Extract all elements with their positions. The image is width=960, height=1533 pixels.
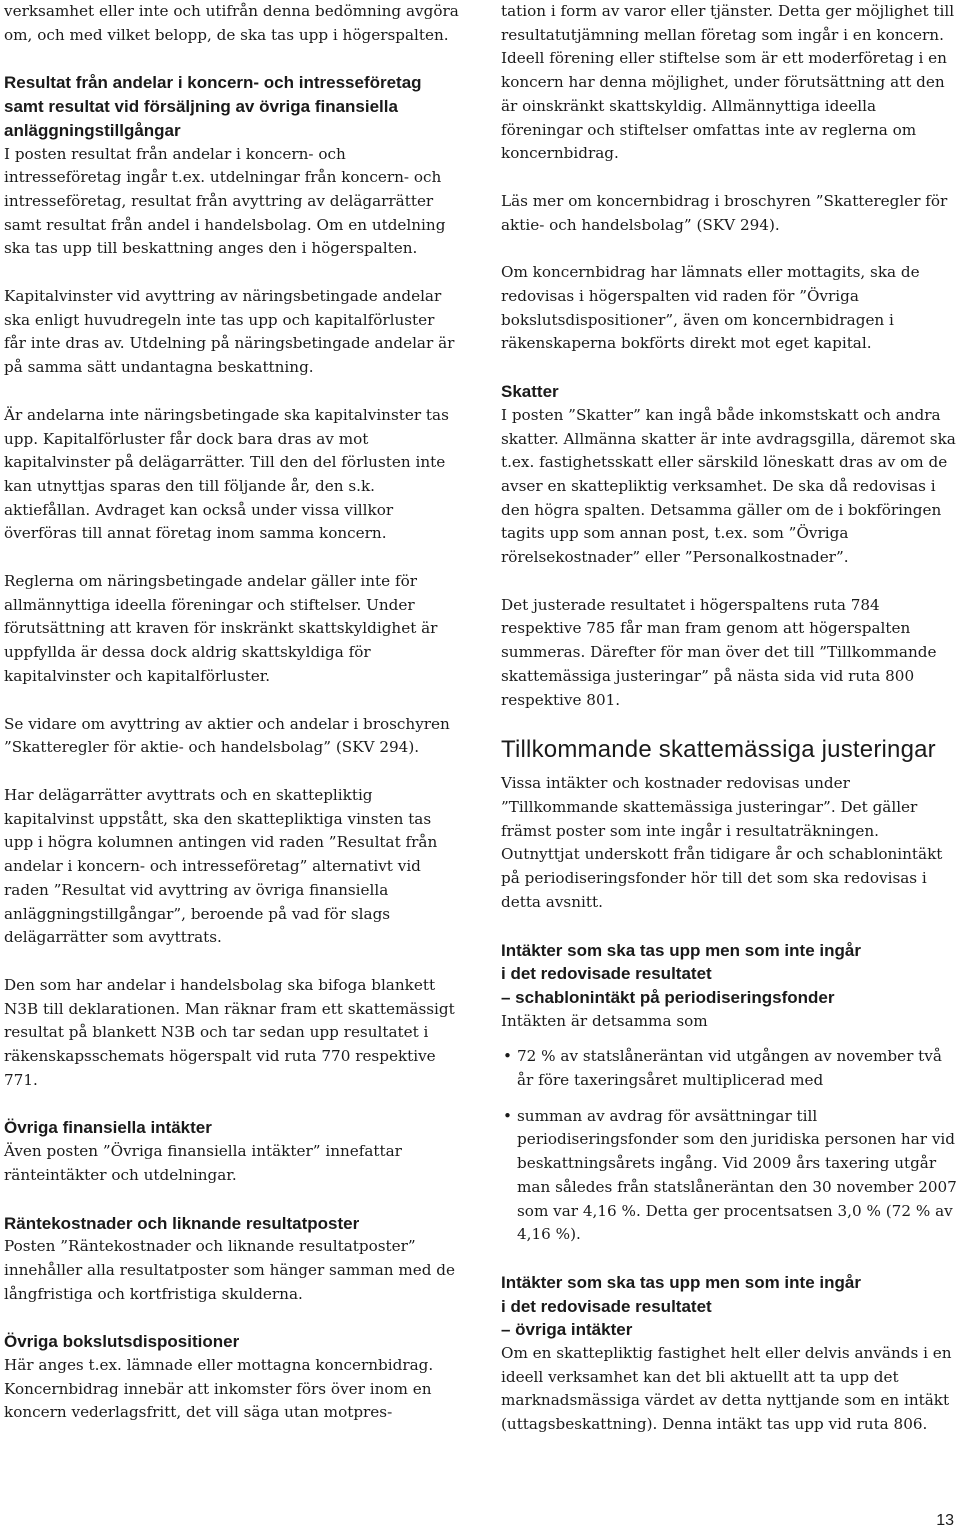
bullet-icon: • (503, 1047, 512, 1066)
paragraph-handelsbolag: Den som har andelar i handelsbolag ska bifoga blankett N3B till deklarationen. Man räknar fram ett skattemässigt resultat på blankett N3B och tar sedan upp resultatet i räkenskapsschemats högerspalt vid ruta 770 respektive 771. (4, 975, 455, 1089)
heading-schablonintakt-line3: – schablonintäkt på periodiseringsfonder (501, 987, 835, 1007)
paragraph-rantekostnader: Posten ”Räntekostnader och liknande resultatposter” innehåller alla resultatposter som hänger samman med de långfristiga och kortfristiga skulderna. (4, 1237, 456, 1303)
paragraph-reglerna: Reglerna om näringsbetingade andelar gäller inte för allmännyttiga ideella föreningar och stiftelser. Under förutsättning att kraven för inskränkt skattskyldighet är uppfyllda är dessa dock aldrig skattskyldiga för kapitalvinster och kapitalförluster. (4, 572, 438, 685)
heading-ovriga-finansiella: Övriga finansiella intäkter (4, 1118, 212, 1138)
heading-schablonintakt-line1: Intäkter som ska tas upp men som inte ingår (501, 940, 861, 960)
paragraph-las-mer: Läs mer om koncernbidrag i broschyren ”Skatteregler för aktie- och handelsbolag” (SKV 294). (501, 191, 948, 234)
paragraph-bokslutsdispositioner: Här anges t.ex. lämnade eller mottagna koncernbidrag. Koncernbidrag innebär att inkomster förs över inom en koncern vederlagsfritt, det vill säga utan motpres- (4, 1356, 434, 1422)
paragraph-tillkommande: Vissa intäkter och kostnader redovisas under ”Tillkommande skattemässiga justeringar”. Det gäller främst poster som inte ingår i resultaträkningen. Outnyttjat underskott från tidigare år och schablonintäkt på periodiseringsfonder hör till det som ska redovisas i detta avsnitt. (501, 774, 943, 911)
paragraph-ej-naringsbetingade: Är andelarna inte näringsbetingade ska kapitalvinster tas upp. Kapitalförluster får dock bara dras av mot kapitalvinster på delägarrätter. Till den del förlusten inte kan utnyttjas sparas den till följande år, den s.k. aktiefållan. Avdraget kan också under vissa villkor överföras till annat företag inom samma koncern. (4, 405, 449, 543)
paragraph-justerade-resultatet: Det justerade resultatet i högerspaltens ruta 784 respektive 785 får man fram genom att högerspalten summeras. Därefter för man över det till ”Tillkommande skattemässiga justeringar” på nästa sida vid ruta 800 respektive 801. (501, 595, 937, 709)
list-item-text: summan av avdrag för avsättningar till periodiseringsfonder som den juridiska personen har vid beskattningsårets ingång. Vid 2009 års taxering utgår man således från statslåneräntan den 30 november 2007 som var 4,16 %. Detta ger procentsatsen 3,0 % (72 % av 4,16 %). (517, 1106, 957, 1244)
paragraph-kapitalvinster: Kapitalvinster vid avyttring av näringsbetingade andelar ska enligt huvudregeln inte tas upp och kapitalförluster får inte dras av. Utdelning på näringsbetingade andelar är på samma sätt undantagna beskattning. (4, 287, 455, 377)
bullet-icon: • (503, 1106, 512, 1125)
heading-bokslutsdispositioner: Övriga bokslutsdispositioner (4, 1332, 240, 1352)
paragraph-koncernbidrag: Om koncernbidrag har lämnats eller mottagits, ska de redovisas i högerspalten vid raden för ”Övriga bokslutsdispositioner”, även om koncernbidragen i räkenskaperna bokförts direkt mot eget kapital. (501, 263, 920, 353)
paragraph-skatter: I posten ”Skatter” kan ingå både inkomstskatt och andra skatter. Allmänna skatter är inte avdragsgilla, däremot ska t.ex. fastighetsskatt eller särskild löneskatt dras av om de avser en skattepliktig verksamhet. De ska då redovisas i den högra spalten. Detsamma gäller om de i bokföringen tagits upp som annan post, t.ex. som ”Övriga rörelsekostnader” eller ”Personalkostnader”. (501, 405, 956, 567)
paragraph-continued: tation i form av varor eller tjänster. Detta ger möjlighet till resultatutjämning mellan företag som ingår i en koncern. Ideell förening eller stiftelse som är ett moderföretag i en koncern har denna möjlighet, under förutsättning att den är oinskränkt skattskyldig. Allmännyttiga ideella föreningar och stiftelser omfattas inte av reglerna om koncernbidrag. (501, 2, 955, 163)
right-column (501, 0, 957, 1437)
heading-resultat-andelar: Resultat från andelar i koncern- och intresseföretag samt resultat vid försäljning av övriga finansiella anläggningstillgångar (4, 73, 422, 140)
paragraph-resultat-andelar: I posten resultat från andelar i koncern- och intresseföretag ingår t.ex. utdelningar från koncern- och intresseföretag, resultat från avyttring av delägarrätter samt resultat från andel i handelsbolag. Om en utdelning ska tas upp till beskattning anges den i högerspalten. (4, 144, 446, 258)
list-item (501, 1045, 957, 1092)
paragraph-se-vidare: Se vidare om avyttring av aktier och andelar i broschyren ”Skatteregler för aktie- och handelsbolag” (SKV 294). (4, 714, 450, 757)
list-item-text: 72 % av statslåneräntan vid utgången av november två år före taxeringsåret multiplicerad med (517, 1047, 942, 1090)
paragraph-intro: verksamhet eller inte och utifrån denna bedömning avgöra om, och med vilket belopp, de ska tas upp i högerspalten. (4, 2, 459, 44)
heading-skatter: Skatter (501, 382, 559, 402)
bullet-list (501, 1045, 957, 1247)
paragraph-intakten: Intäkten är detsamma som (501, 1011, 708, 1030)
list-item (501, 1105, 957, 1247)
paragraph-delagarratter: Har delägarrätter avyttrats och en skattepliktig kapitalvinst uppstått, ska den skattepliktiga vinsten tas upp i högra kolumnen antingen vid raden ”Resultat från andelar i koncern- och intresseföretag” alternativt vid raden ”Resultat vid avyttring av övriga finansiella anläggningstillgångar”, beroende på vad för slags delägarrätter som avyttrats. (4, 785, 438, 947)
heading-ovriga-intakter-line2: i det redovisade resultatet (501, 1296, 712, 1316)
paragraph-ovriga-finansiella: Även posten ”Övriga finansiella intäkter” innefattar ränteintäkter och utdelningar. (4, 1142, 402, 1184)
heading-schablonintakt-line2: i det redovisade resultatet (501, 964, 712, 984)
heading-ovriga-intakter-line3: – övriga intäkter (501, 1320, 633, 1340)
left-column (4, 0, 460, 1425)
page-number: 13 (936, 1512, 954, 1529)
paragraph-ovriga-intakter: Om en skattepliktig fastighet helt eller delvis används i en ideell verksamhet kan det bli aktuellt att ta upp det marknadsmässiga värdet av detta nyttjande som en intäkt (uttagsbeskattning). Denna intäkt tas upp vid ruta 806. (501, 1344, 952, 1434)
heading-rantekostnader: Räntekostnader och liknande resultatposter (4, 1213, 360, 1233)
heading-tillkommande-justeringar: Tillkommande skattemässiga justeringar (501, 736, 936, 764)
heading-ovriga-intakter-line1: Intäkter som ska tas upp men som inte ingår (501, 1272, 861, 1292)
